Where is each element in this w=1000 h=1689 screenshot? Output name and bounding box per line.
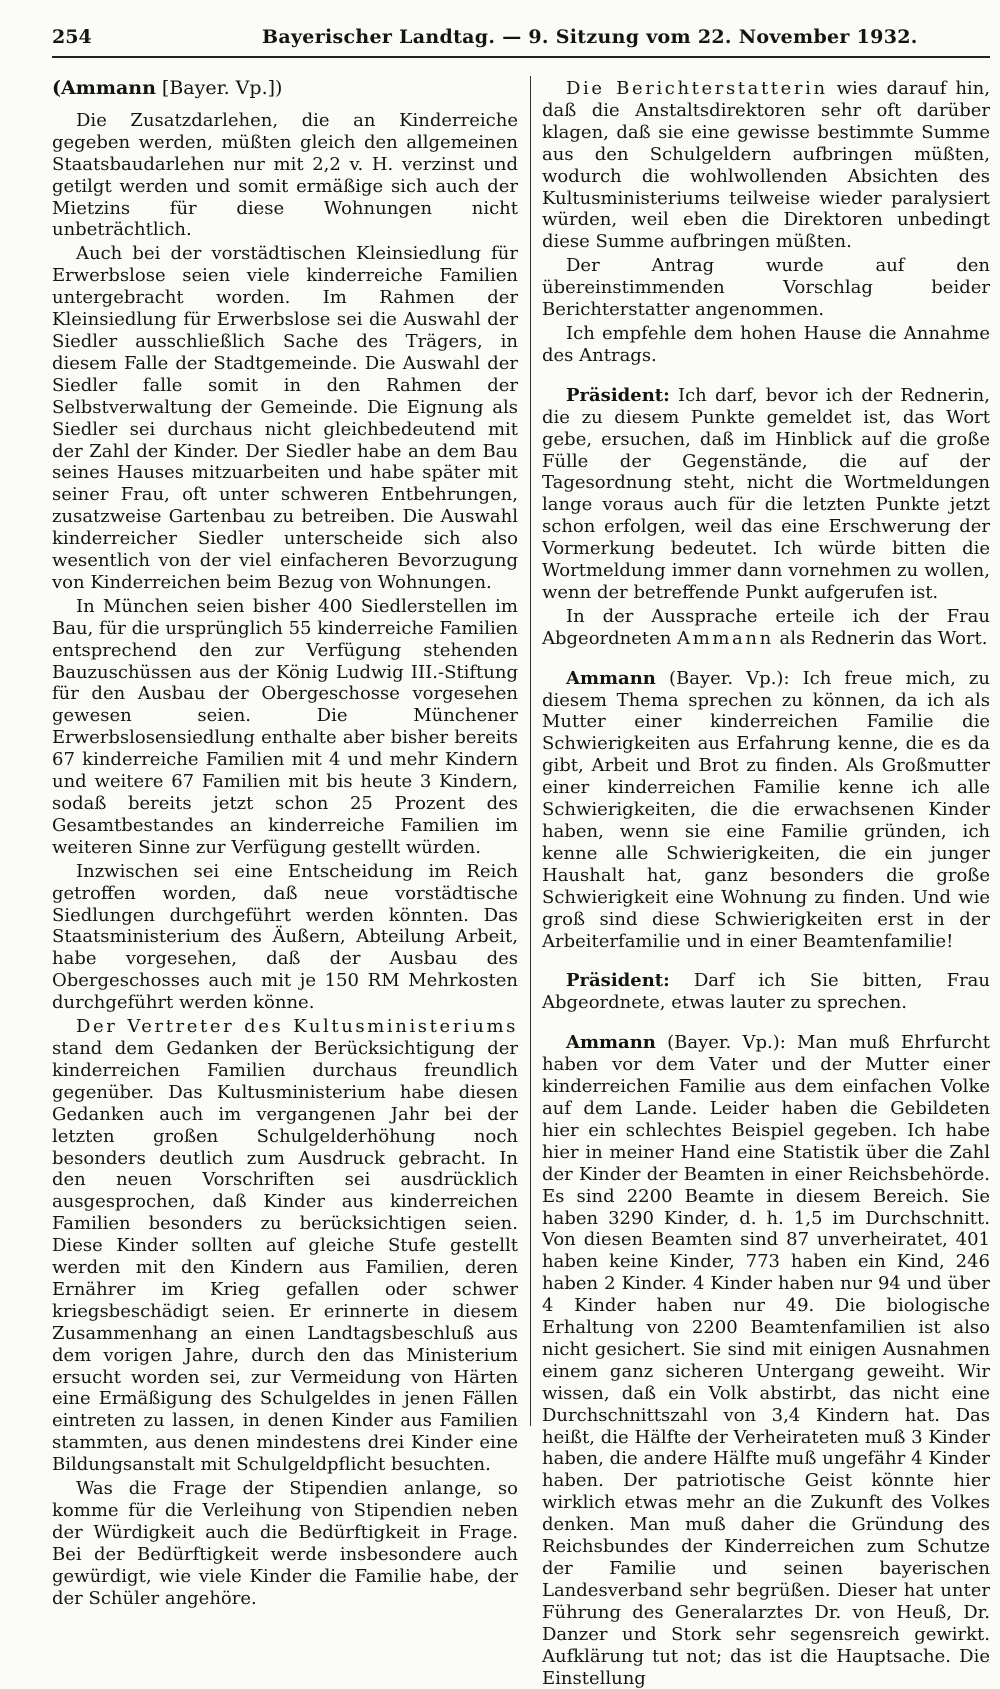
speech-ammann [542,668,990,953]
right-column [542,78,990,1451]
paragraph [542,606,990,650]
column-divider [530,76,531,1426]
page-number: 254 [52,26,92,48]
paragraph-text: wies darauf hin, daß die Anstaltsdirektoren sehr oft darüber klagen, daß sie eine gewisse bestimmte Summe aus den Schulgeldern aufbringen müßten, wodurch die wohlwollenden Absichten des Kultusministeriums teilweise wieder paralysiert würden, weil eben die Direktoren unbedingt diese Summe aufbringen müßten. [542,78,990,252]
paragraph-text: In der Aussprache erteile ich der Frau Abgeordneten [542,606,990,649]
speaker-party: (Bayer. Vp.): [656,1032,786,1053]
paragraph [52,1016,518,1476]
paragraph: In München seien bisher 400 Siedlerstellen im Bau, für die ursprünglich 55 kinderreiche Familien entsprechend den zur Verfügung stehenden Bauzuschüssen aus der König Ludwig III.-Stiftung für den Ausbau der Obergeschosse vorgesehen gewesen seien. Die Münchener Erwerbslosensiedlung enthalte aber bisher bereits 67 kinderreiche Familien mit 4 und mehr Kindern und weitere 67 Familien mit bis heute 3 Kindern, sodaß bereits jetzt schon 25 Prozent des Gesamtbestandes an kinderreiche Familien im weiteren Sinne zur Verfügung gestellt würden. [52,596,518,859]
text-columns [52,78,990,1451]
speech-text: Man muß Ehrfurcht haben vor dem Vater und der Mutter einer kinderreichen Familie aus dem einfachen Volke auf dem Lande. Leider haben die Gebildeten hier ein schlechtes Beispiel gegeben. Ich habe hier in meiner Hand eine Statistik über die Zahl der Kinder der Beamten in einer Reichsbehörde. Es sind 2200 Beamte in diesem Bereich. Sie haben 3290 Kinder, d. h. 1,5 im Durchschnitt. Von diesen Beamten sind 87 unverheiratet, 401 haben keine Kinder, 773 haben ein Kind, 246 haben 2 Kinder. 4 Kinder haben nur 94 und über 4 Kinder haben nur 49. Die biologische Erhaltung von 2200 Beamtenfamilien ist also nicht gesichert. Sie sind mit einigen Ausnahmen einem ganz sicheren Untergang geweiht. Wir wissen, daß ein Volk abstirbt, das nicht eine Durchschnittszahl von 3,4 Kindern hat. Das heißt, die Hälfte der Verheirateten muß 3 Kinder haben, die andere Hälfte muß ungefähr 4 Kinder haben. Der patriotische Geist könnte hier wirklich etwas mehr an die Zukunft des Volkes denken. Man muß daher die Gründung des Reichsbundes der Kinderreichen zum Schutze der Familie und seinen bayerischen Landesverband sehr begrüßen. Dieser hat unter Führung des Generalarztes Dr. von Heuß, Dr. Danzer und Stork sehr segensreich gewirkt. Aufklärung tut not; das ist die Hauptsache. Die Einstellung [542,1032,990,1688]
speech-text: Darf ich Sie bitten, Frau Abgeordnete, etwas lauter zu sprechen. [542,970,990,1013]
speech-text: Ich freue mich, zu diesem Thema sprechen zu können, da ich als Mutter einer kinderreichen Familie die Schwierigkeiten aus Erfahrung kenne, die es da gibt, Arbeit und Brot zu finden. Als Großmutter einer kinderreichen Familie kenne ich alle Schwierigkeiten, die die erwachsenen Kinder haben, wenn sie eine Familie gründen, ich kenne alle Schwierigkeiten, die ein junger Haushalt hat, ganz besonders die große Schwierigkeit eine Wohnung zu finden. Und wie groß sind diese Schwierigkeiten erst in der Arbeiterfamilie und in einer Beamtenfamilie! [542,668,990,952]
paragraph-text: stand dem Gedanken der Berücksichtigung der kinderreichen Familien durchaus freundlich gegenüber. Das Kultusministerium habe diesen Gedanken auch im vergangenen Jahr bei der letzten großen Schulgelderhöhung noch besonders deutlich zum Ausdruck gebracht. In den neuen Vorschriften sei ausdrücklich ausgesprochen, daß Kinder aus kinderreichen Familien besonders zu berücksichtigen seien. Diese Kinder sollten auf gleiche Stufe gestellt werden mit den Kindern aus Familien, deren Ernährer im Krieg gefallen oder schwer kriegsbeschädigt seien. Er erinnerte in diesem Zusammenhang an einen Landtagsbeschluß aus dem vorigen Jahre, durch den das Ministerium ersucht worden sei, zur Vermeidung von Härten eine Ermäßigung des Schulgeldes in jenen Fällen eintreten zu lassen, in denen Kinder aus Familien stammten, aus denen mindestens drei Kinder eine Bildungsanstalt mit Schulgeldpflicht besuchten. [52,1038,518,1475]
paragraph-text: als Rednerin das Wort. [774,628,988,649]
speech-text: Ich darf, bevor ich der Rednerin, die zu diesem Punkte gemeldet ist, das Wort gebe, ersuchen, daß im Hinblick auf die große Fülle der Gegenstände, die auf der Tagesordnung steht, nicht die Wortmeldungen lange voraus auch für die letzten Punkte jetzt schon erfolgen, weil das eine Erschwerung der Vormerkung bedeutet. Ich würde bitten die Wortmeldung immer dann vornehmen zu wollen, wenn der betreffende Punkt aufgerufen ist. [542,385,990,603]
page-header [52,22,990,58]
paragraph: Auch bei der vorstädtischen Kleinsiedlung für Erwerbslose seien viele kinderreiche Familien untergebracht worden. Im Rahmen der Kleinsiedlung für Erwerbslose sei die Auswahl der Siedler ausschließlich Sache des Trägers, in diesem Falle der Stadtgemeinde. Die Auswahl der Siedler falle somit in den Rahmen der Selbstverwaltung der Gemeinde. Die Eignung als Siedler sei durchaus nicht gleichbedeutend mit der Zahl der Kinder. Der Siedler habe an dem Bau seines Hauses mitzuarbeiten und habe später mit seiner Frau, oft unter schweren Entbehrungen, zusatzweise Gartenbau zu betreiben. Die Auswahl kinderreicher Siedler unterscheide sich also wesentlich von der viel einfacheren Bevorzugung von Kinderreichen beim Bezug von Wohnungen. [52,243,518,594]
speech-ammann [542,1032,990,1689]
paragraph: Der Antrag wurde auf den übereinstimmenden Vorschlag beider Berichterstatter angenommen. [542,255,990,321]
spaced-name: Der Vertreter des Kultusministeriums [76,1016,518,1037]
speaker-heading [52,78,518,100]
speaker-party: (Bayer. Vp.): [656,668,790,689]
speaker-name: Präsident: [566,385,670,406]
speaker-name: (Ammann [52,77,156,99]
spaced-name: Die Berichterstatterin [566,78,828,99]
speaker-name: Präsident: [566,970,670,991]
left-column [52,78,518,1451]
running-title: Bayerischer Landtag. — 9. Sitzung vom 22. November 1932. [262,26,918,48]
paragraph: Was die Frage der Stipendien anlange, so komme für die Verleihung von Stipendien neben der Würdigkeit auch die Bedürftigkeit in Frage. Bei der Bedürftigkeit werde insbesondere auch gewürdigt, wie viele Kinder die Familie habe, der der Schüler angehöre. [52,1478,518,1609]
speech-president [542,970,990,1014]
paragraph: Die Zusatzdarlehen, die an Kinderreiche gegeben werden, müßten gleich den allgemeinen Staatsbaudarlehen nur mit 2,2 v. H. verzinst und getilgt werden und somit ermäßige sich auch der Mietzins für diese Wohnungen nicht unbeträchtlich. [52,110,518,241]
speaker-name: Ammann [566,1032,656,1053]
paragraph: Inzwischen sei eine Entscheidung im Reich getroffen worden, daß neue vorstädtische Siedlungen durchgeführt werden könnten. Das Staatsministerium des Äußern, Abteilung Arbeit, habe vorgesehen, daß der Ausbau des Obergeschosses auch mit je 150 RM Mehrkosten durchgeführt werden könne. [52,861,518,1014]
speaker-name: Ammann [566,668,656,689]
spaced-name: Ammann [677,628,774,649]
speaker-party: [Bayer. Vp.]) [156,77,283,99]
speech-president [542,385,990,604]
paragraph: Ich empfehle dem hohen Hause die Annahme des Antrags. [542,323,990,367]
paragraph [542,78,990,253]
